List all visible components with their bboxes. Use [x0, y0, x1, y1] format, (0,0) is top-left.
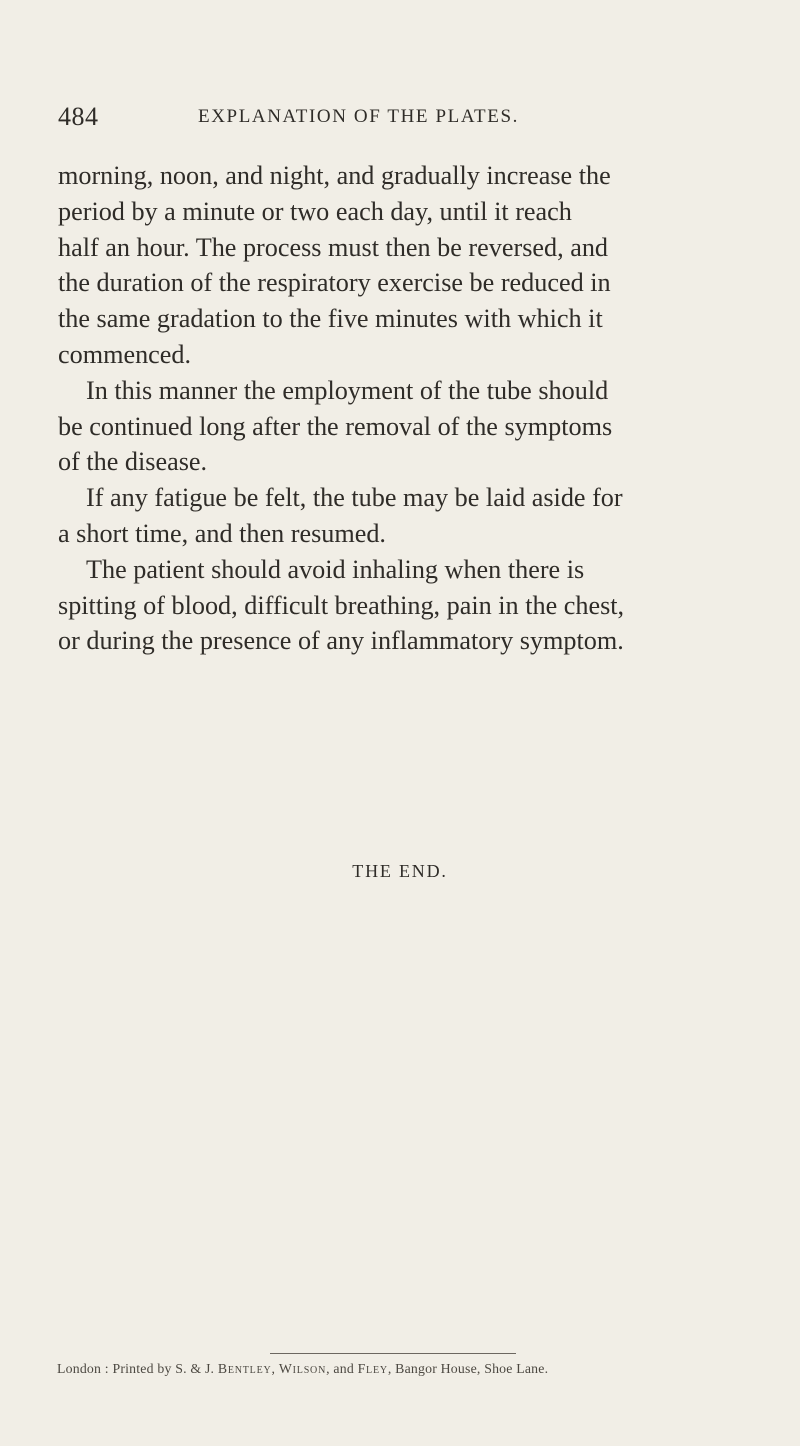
paragraph-start-line: If any fatigue be felt, the tube may be laid aside for [86, 483, 623, 513]
text-line: or during the presence of any inflammatory symptom. [58, 626, 624, 656]
body-text [58, 158, 758, 659]
imprint-name-fley: Fley [357, 1361, 388, 1376]
text-line: period by a minute or two each day, until it reach [58, 196, 572, 226]
text-line: spitting of blood, difficult breathing, pain in the chest, [58, 590, 625, 620]
imprint-suffix: , Bangor House, Shoe Lane. [387, 1361, 549, 1376]
text-line: commenced. [58, 339, 192, 369]
text-line: half an hour. The process must then be reversed, and [58, 232, 609, 262]
printer-imprint [57, 1361, 797, 1377]
text-line: be continued long after the removal of the symptoms [58, 411, 613, 441]
paragraph-start-line: In this manner the employment of the tube should [86, 375, 609, 405]
running-head [58, 102, 758, 142]
text-line: morning, noon, and night, and gradually increase the [58, 161, 611, 190]
text-line: a short time, and then resumed. [58, 518, 386, 548]
paragraph-start-line: The patient should avoid inhaling when there is [86, 554, 585, 584]
imprint-prefix: London : Printed by S. & J. [57, 1361, 218, 1376]
imprint-name-bentley: Bentley [217, 1361, 272, 1376]
text-line: the same gradation to the five minutes with which it [58, 304, 603, 334]
text-line: the duration of the respiratory exercise be reduced in [58, 268, 611, 298]
imprint-name-wilson: Wilson [278, 1361, 327, 1376]
the-end-heading: THE END. [352, 861, 448, 881]
imprint-separator: , and [326, 1361, 358, 1376]
running-title: EXPLANATION OF THE PLATES. [198, 106, 519, 127]
imprint-divider [270, 1353, 516, 1354]
text-line: of the disease. [58, 447, 208, 477]
page-number: 484 [58, 102, 99, 131]
imprint-separator: , [271, 1361, 279, 1376]
